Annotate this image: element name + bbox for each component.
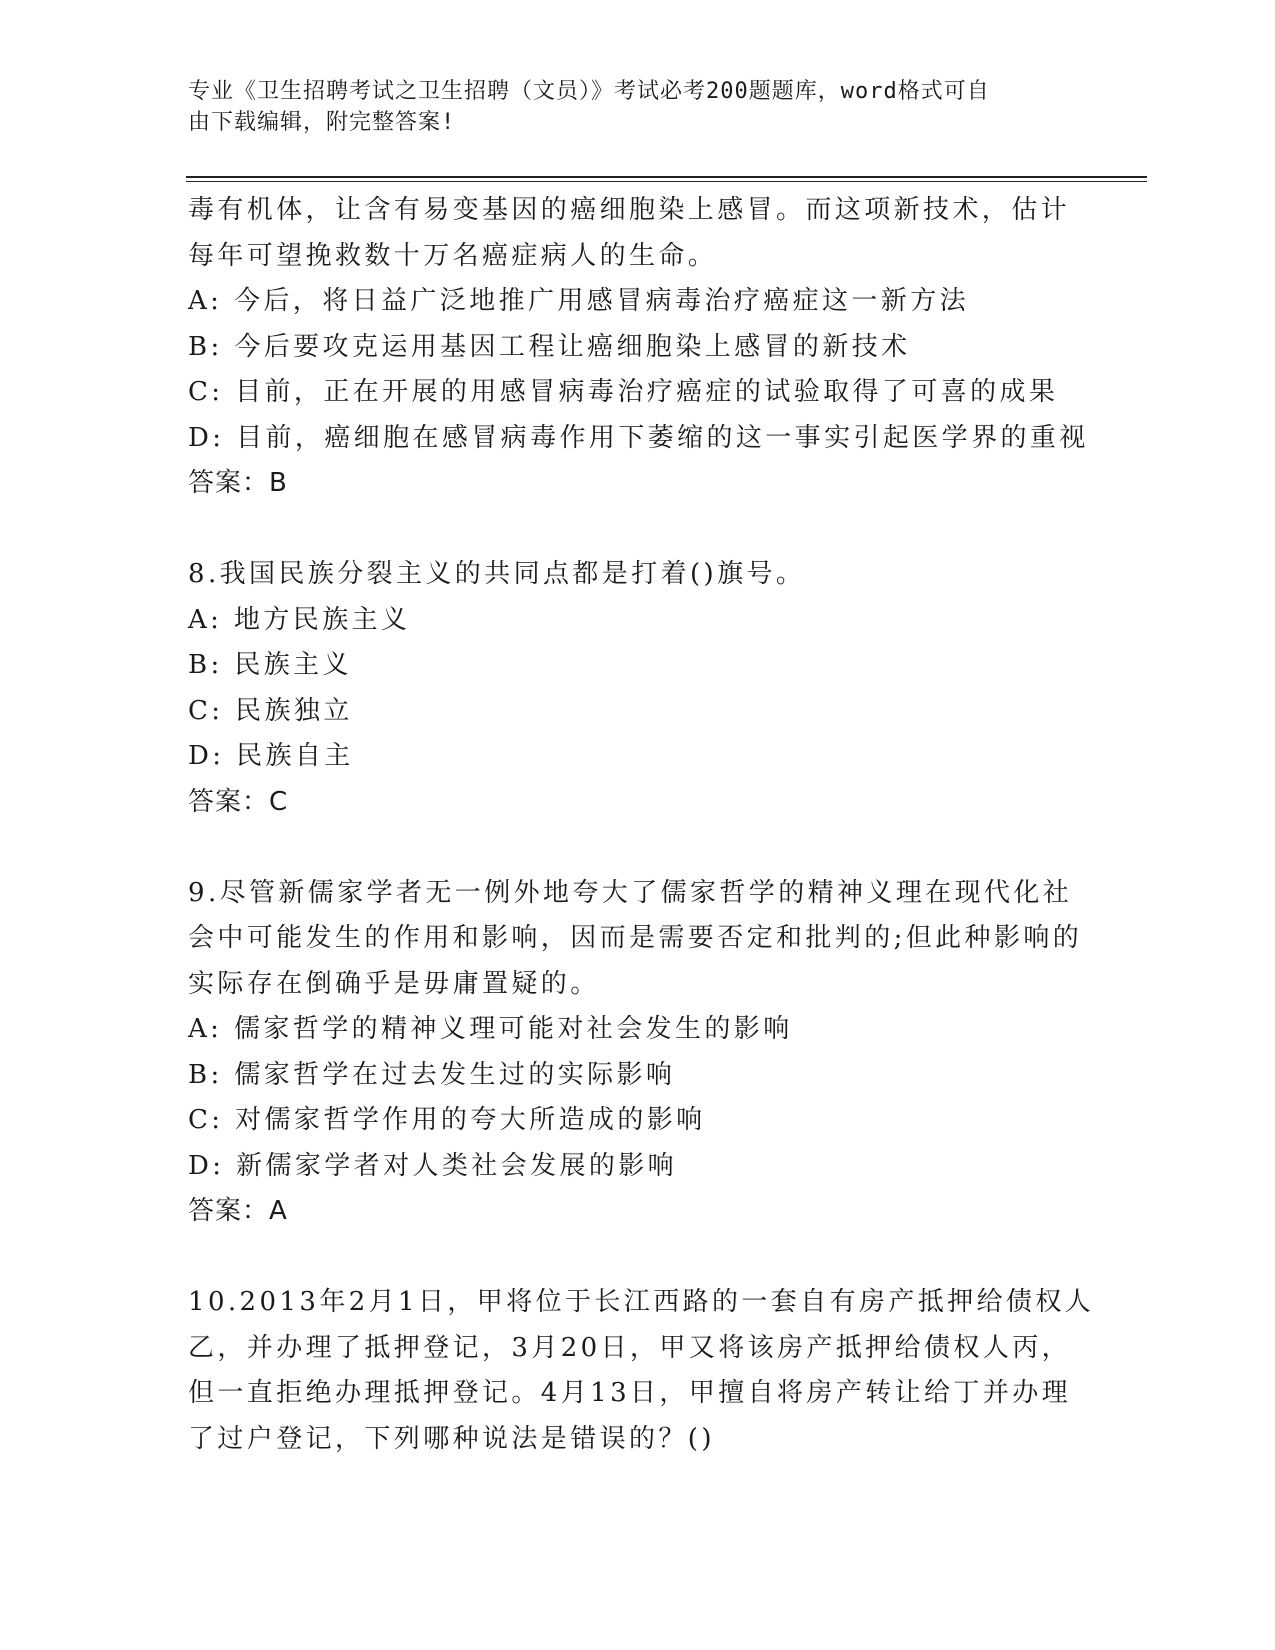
option-b: B: 儒家哲学在过去发生过的实际影响: [188, 1059, 676, 1090]
question-text-line: 了过户登记，下列哪种说法是错误的？(): [188, 1423, 715, 1454]
option-b: B: 今后要攻克运用基因工程让癌细胞染上感冒的新技术: [188, 331, 911, 362]
question-text-line: 乙，并办理了抵押登记，3月20日，甲又将该房产抵押给债权人丙，: [188, 1332, 1072, 1363]
question-text-line: 每年可望挽救数十万名癌症病人的生命。: [188, 240, 718, 271]
answer-line: 答案：B: [188, 468, 288, 498]
question-8: [188, 552, 1088, 825]
option-c: C: 目前，正在开展的用感冒病毒治疗癌症的试验取得了可喜的成果: [188, 377, 1059, 407]
question-list: [188, 188, 1095, 1462]
header-line-2: 由下载编辑，附完整答案!: [188, 110, 456, 135]
option-a: A: 今后，将日益广泛地推广用感冒病毒治疗癌症这一新方法: [188, 286, 970, 316]
spacer: [188, 1235, 1088, 1281]
question-text-line: 实际存在倒确乎是毋庸置疑的。: [188, 968, 600, 999]
header-rule-thin: [186, 181, 1147, 182]
question-7: [188, 188, 1088, 507]
document-header: [188, 76, 1068, 138]
option-c: C: 民族独立: [188, 695, 353, 726]
question-text-line: 会中可能发生的作用和影响，因而是需要否定和批判的;但此种影响的: [188, 923, 1083, 953]
header-line-1: 专业《卫生招聘考试之卫生招聘（文员）》考试必考200题题库，word格式可自: [188, 79, 990, 104]
option-b: B: 民族主义: [188, 650, 352, 680]
option-c: C: 对儒家哲学作用的夸大所造成的影响: [188, 1105, 706, 1135]
question-9: [188, 871, 1088, 1235]
question-10: [188, 1280, 1095, 1462]
spacer: [188, 507, 1088, 553]
question-text-line: 10.2013年2月1日，甲将位于长江西路的一套自有房产抵押给债权人: [188, 1287, 1095, 1317]
option-a: A: 地方民族主义: [188, 604, 411, 635]
question-text-line: 但一直拒绝办理抵押登记。4月13日，甲擅自将房产转让给丁并办理: [188, 1378, 1072, 1408]
option-a: A: 儒家哲学的精神义理可能对社会发生的影响: [188, 1014, 793, 1044]
option-d: D: 目前，癌细胞在感冒病毒作用下萎缩的这一事实引起医学界的重视: [188, 422, 1089, 453]
question-text-line: 毒有机体，让含有易变基因的癌细胞染上感冒。而这项新技术，估计: [188, 195, 1071, 225]
question-text-line: 8.我国民族分裂主义的共同点都是打着()旗号。: [188, 559, 806, 589]
spacer: [188, 825, 1088, 871]
option-d: D: 民族自主: [188, 741, 354, 771]
answer-line: 答案：C: [188, 786, 289, 817]
question-text-line: 9.尽管新儒家学者无一例外地夸大了儒家哲学的精神义理在现代化社: [188, 877, 1073, 908]
answer-line: 答案：A: [188, 1196, 288, 1226]
option-d: D: 新儒家学者对人类社会发展的影响: [188, 1150, 678, 1181]
header-rule-thick: [186, 176, 1147, 178]
